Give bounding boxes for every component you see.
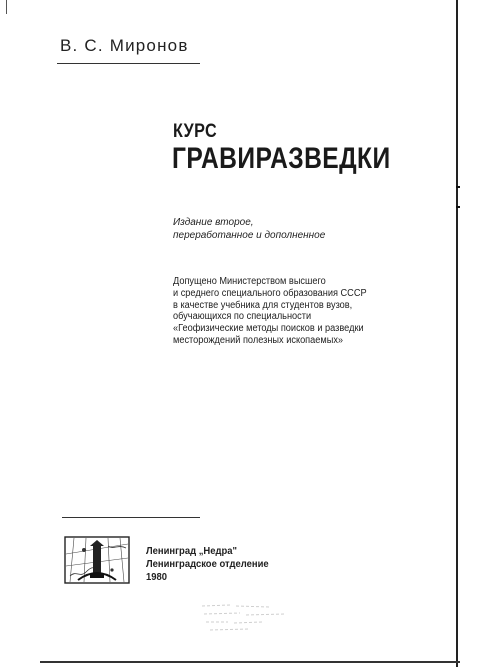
faded-library-stamp xyxy=(200,600,290,634)
author-underline xyxy=(57,63,200,64)
edition-line: Издание второе, xyxy=(173,217,254,228)
scan-edge-tick xyxy=(456,206,460,208)
approval-line: Допущено Министерством высшего xyxy=(173,276,326,287)
nedra-publisher-logo-icon xyxy=(64,536,130,584)
scan-page-edge xyxy=(456,0,458,667)
publisher-imprint xyxy=(146,545,269,584)
approval-line: в качестве учебника для студентов вузов, xyxy=(173,299,353,311)
scan-edge-tick xyxy=(456,186,460,188)
edition-line: переработанное и дополненное xyxy=(173,230,326,241)
publisher-line: Ленинград „Недра" xyxy=(146,545,238,557)
scan-edge-mark xyxy=(6,0,7,14)
edition-note xyxy=(173,216,325,242)
approval-line: обучающихся по специальности xyxy=(173,311,312,323)
imprint-rule xyxy=(62,517,200,518)
author-name: В. С. Миронов xyxy=(60,36,189,55)
approval-line: и среднего специального образования СССР xyxy=(173,287,367,299)
publication-year: 1980 xyxy=(146,571,168,583)
approval-line: месторождений полезных ископаемых» xyxy=(173,334,344,346)
approval-statement xyxy=(173,276,367,347)
approval-line: «Геофизические методы поисков и разведки xyxy=(173,323,364,335)
book-title-line-1: КУРС xyxy=(173,121,218,142)
publisher-line: Ленинградское отделение xyxy=(146,558,269,570)
book-title-line-2: ГРАВИРАЗВЕДКИ xyxy=(172,142,391,175)
scan-bottom-edge xyxy=(40,661,460,663)
